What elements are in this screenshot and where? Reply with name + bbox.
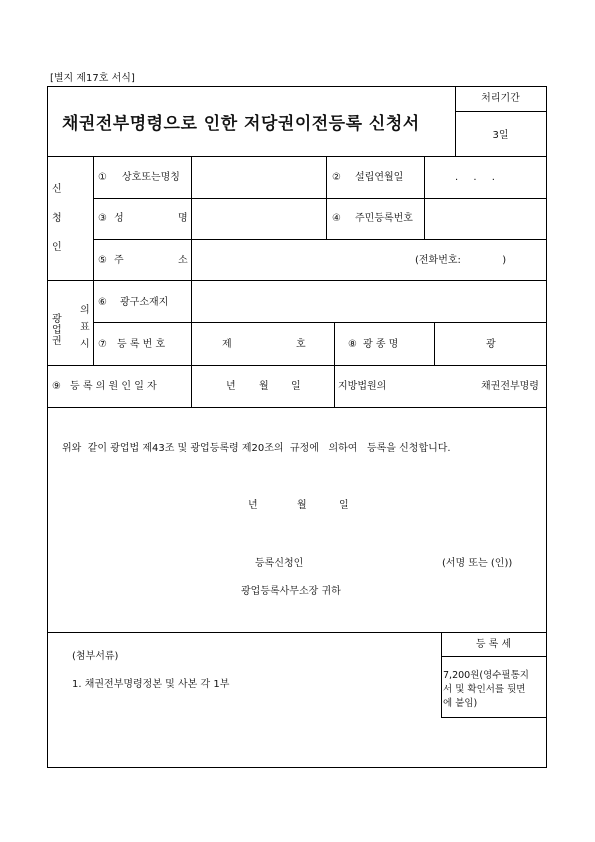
mining-char-3: 권 — [52, 336, 62, 347]
fee-line-1: 7,200원(영수필통지 — [443, 670, 529, 681]
fee-label: 등 록 세 — [475, 639, 512, 650]
frame-bottom — [47, 767, 547, 768]
cause-year: 년 — [226, 381, 236, 392]
cause-month: 월 — [259, 381, 269, 392]
statement-text: 위와 같이 광업법 제43조 및 광업등록령 제20조의 규정에 의하여 등록을 신청합니다. — [62, 443, 451, 454]
phone-field[interactable]: (전화번호: ) — [415, 255, 507, 266]
order-label: 채권전부명령 — [481, 381, 539, 392]
applicant-char-3: 인 — [52, 242, 62, 253]
fee-header-line — [441, 656, 546, 657]
resident-number-label: 주민등록번호 — [355, 213, 413, 224]
mining-type-col-line — [434, 322, 435, 365]
mining-row-line — [93, 322, 547, 323]
form-label: [별지 제17호 서식] — [50, 73, 135, 84]
address-label-b: 소 — [178, 255, 188, 266]
sign-year: 년 — [248, 500, 258, 511]
court-label: 지방법원의 — [338, 381, 387, 392]
attachments-heading: (첨부서류) — [72, 651, 119, 662]
addressee: 광업등록사무소장 귀하 — [241, 586, 341, 597]
sign-day: 일 — [339, 500, 349, 511]
num-1: ① — [98, 172, 107, 183]
company-name-label: 상호또는명칭 — [122, 172, 180, 183]
frame-right — [546, 86, 547, 767]
founding-date-label: 설립연월일 — [355, 172, 404, 183]
num-3: ③ — [98, 213, 107, 224]
applicant-char-2: 청 — [52, 213, 62, 224]
mining-char-2: 업 — [52, 325, 62, 336]
label-col-line — [191, 156, 192, 407]
attachment-item-1: 1. 채권전부명령정본 및 사본 각 1부 — [72, 679, 230, 690]
fee-bottom-line — [441, 717, 546, 718]
mining-char-4: 의 — [80, 305, 90, 316]
fee-line-2: 서 및 확인서를 뒷면 — [443, 684, 526, 695]
cause-bottom-line — [47, 407, 547, 408]
num-8: ⑧ — [348, 339, 357, 350]
title-bottom-line — [47, 156, 547, 157]
frame-top — [47, 86, 547, 87]
processing-value: 3일 — [492, 130, 509, 141]
num-2: ② — [332, 172, 341, 183]
processing-divider — [455, 111, 546, 112]
fee-line-3: 에 붙임) — [443, 698, 478, 709]
founding-date-value[interactable]: . . . — [455, 172, 501, 183]
mining-bottom-line — [47, 365, 547, 366]
mining-char-1: 광 — [52, 314, 62, 325]
reg-number-label: 등 록 번 호 — [117, 339, 166, 350]
frame-left — [47, 86, 48, 767]
sign-month: 월 — [297, 500, 307, 511]
signature-field[interactable]: (서명 또는 (인)) — [442, 558, 513, 569]
mid-col-line-mining — [334, 322, 335, 407]
section-col-line — [93, 156, 94, 365]
applicant-sign-label: 등록신청인 — [255, 558, 304, 569]
address-label-a: 주 — [114, 255, 124, 266]
mining-char-6: 시 — [80, 339, 90, 350]
num-9: ⑨ — [52, 381, 61, 392]
num-4: ④ — [332, 213, 341, 224]
mineral-name-label: 광 종 명 — [363, 339, 399, 350]
cause-day: 일 — [291, 381, 301, 392]
num-5: ⑤ — [98, 255, 107, 266]
mining-char-5: 표 — [80, 322, 90, 333]
cause-date-label: 등 록 의 원 인 일 자 — [70, 381, 157, 392]
num-6: ⑥ — [98, 297, 107, 308]
name-label-a: 성 — [114, 213, 124, 224]
reg-number-prefix: 제 — [222, 339, 232, 350]
mine-location-label: 광구소재지 — [120, 297, 169, 308]
applicant-bottom-line — [47, 280, 547, 281]
num-7: ⑦ — [98, 339, 107, 350]
applicant-row1-line — [93, 198, 547, 199]
name-label-b: 명 — [178, 213, 188, 224]
statement-bottom-line — [47, 632, 547, 633]
mineral-name-suffix: 광 — [486, 339, 496, 350]
applicant-char-1: 신 — [52, 184, 62, 195]
processing-label: 처리기간 — [481, 93, 520, 104]
reg-number-suffix: 호 — [296, 339, 306, 350]
form-title: 채권전부명령으로 인한 저당권이전등록 신청서 — [62, 114, 420, 134]
applicant-row2-line — [93, 239, 547, 240]
